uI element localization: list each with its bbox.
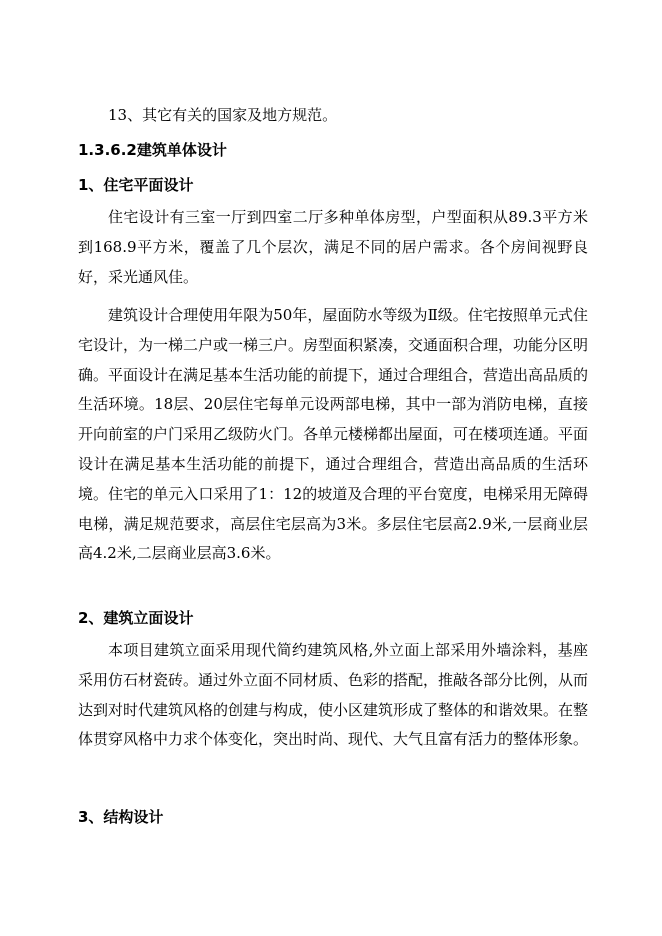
list-item-13: 13、其它有关的国家及地方规范。: [108, 106, 338, 124]
subsection-heading-3: 3、结构设计: [78, 808, 164, 826]
paragraph-building-design: 建筑设计合理使用年限为50年，屋面防水等级为Ⅱ级。住宅按照单元式住宅设计，为一梯二户或一梯三户。房型面积紧凑，交通面积合理，功能分区明确。平面设计在满足基本生活功能的前提下，通过合理组合，营造出高品质的生活环境。18层、20层住宅每单元设两部电梯，其中一部为消防电梯，直接开向前室的户门采用乙级防火门。各单元楼梯都出屋面，可在楼项连通。平面设计在满足基本生活功能的前提下，通过合理组合，营造出高品质的生活环境。住宅的单元入口采用了1：12的坡道及合理的平台宽度，电梯采用无障碍电梯，满足规范要求，高层住宅层高为3米。多层住宅层高2.9米,一层商业层高4.2米,二层商业层高3.6米。: [78, 306, 589, 563]
subsection-heading-1: 1、住宅平面设计: [78, 176, 194, 194]
section-heading: 1.3.6.2建筑单体设计: [78, 141, 227, 159]
subsection-heading-2: 2、建筑立面设计: [78, 609, 194, 627]
paragraph-housing-types: 住宅设计有三室一厅到四室二厅多种单体房型，户型面积从89.3平方米到168.9平方米，覆盖了几个层次，满足不同的居户需求。各个房间视野良好，采光通风佳。: [78, 208, 588, 286]
paragraph-facade-design: 本项目建筑立面采用现代简约建筑风格,外立面上部采用外墙涂料，基座采用仿石材瓷砖。通过外立面不同材质、色彩的搭配，推敲各部分比例，从而达到对时代建筑风格的创建与构成，使小区建筑形成了整体的和谐效果。在整体贯穿风格中力求个体变化，突出时尚、现代、大气且富有活力的整体形象。: [78, 641, 589, 749]
